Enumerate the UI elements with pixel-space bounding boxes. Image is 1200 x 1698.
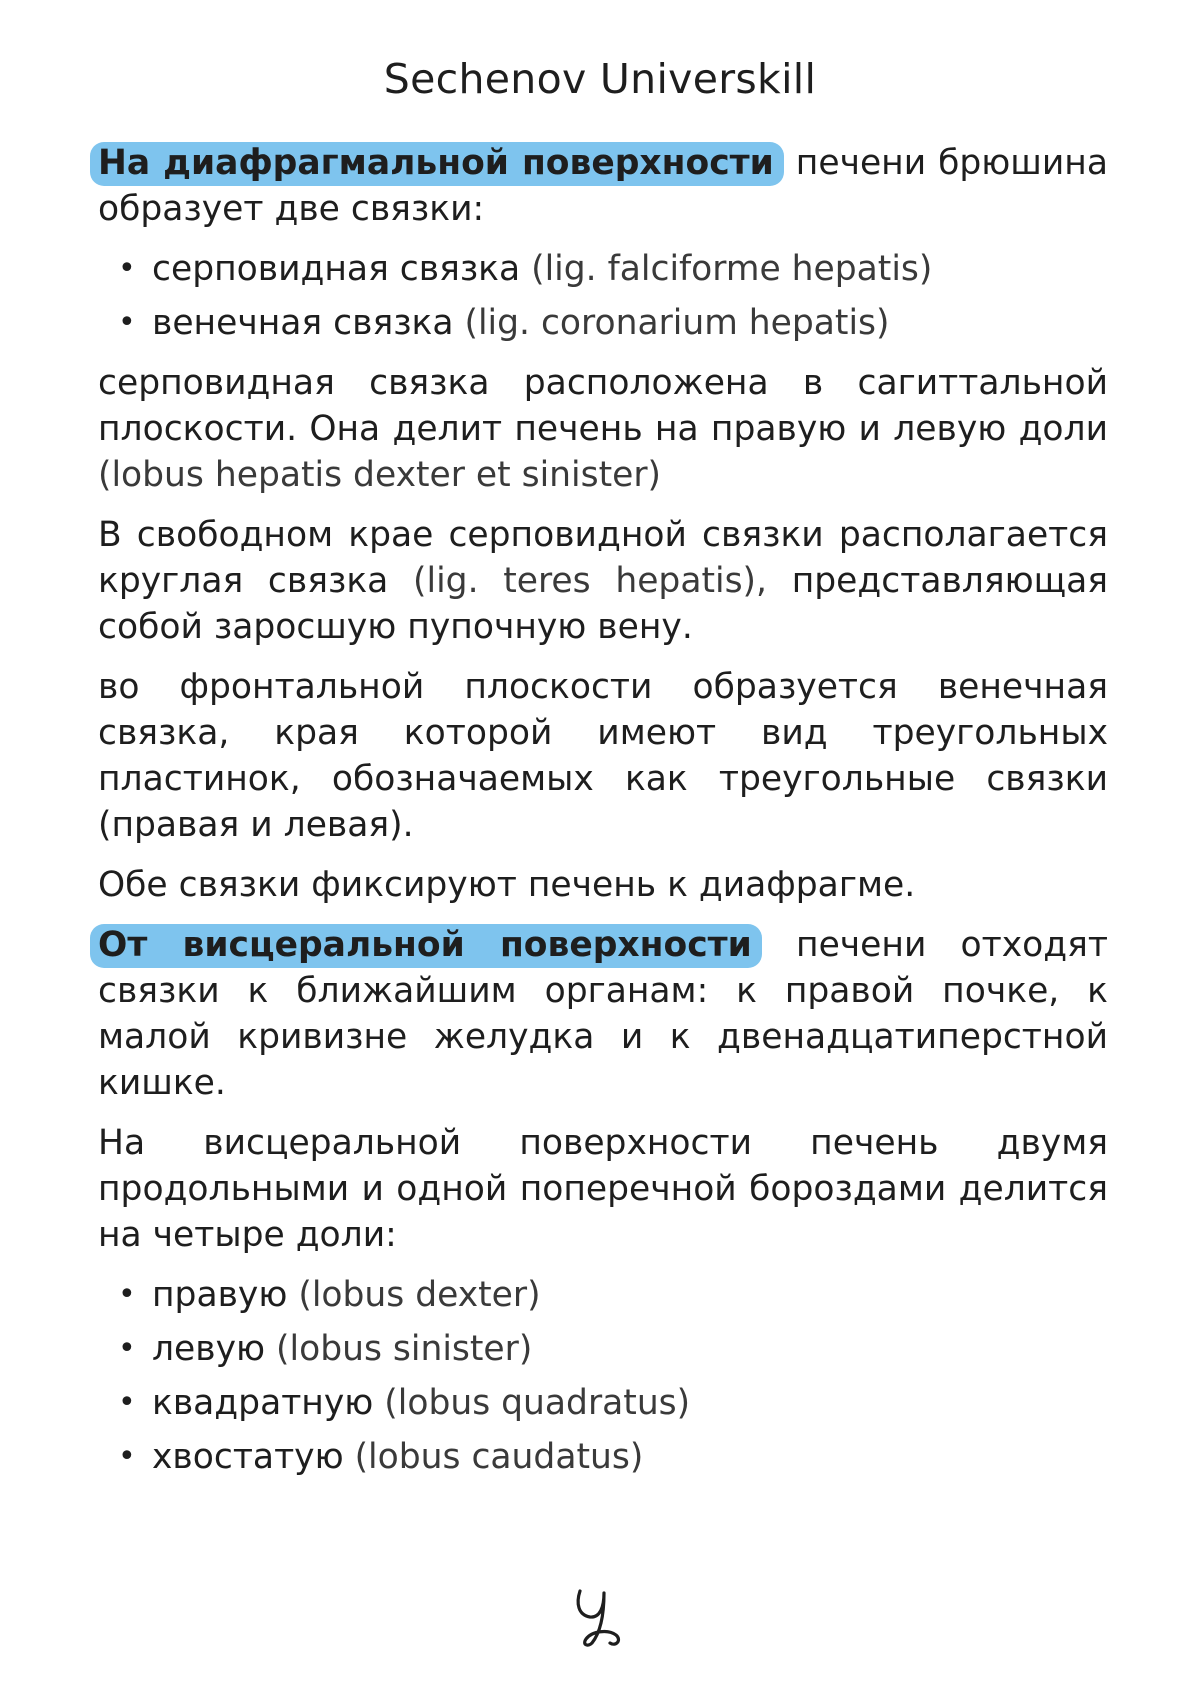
paragraph-falciform bbox=[98, 360, 1108, 498]
list-item-ru: квадратную bbox=[152, 1383, 374, 1423]
content-body bbox=[98, 140, 1108, 1494]
paragraph-coronary: во фронтальной плоскости образуется венечная связка, края которой имеют вид треугольных пластинок, обозначаемых как треугольные связки (правая и левая). bbox=[98, 667, 1108, 845]
bullet-icon: • bbox=[118, 1439, 136, 1474]
paragraph-text: представляющая собой заросшую пупочную вену. bbox=[98, 561, 1109, 647]
list-item-ru: хвостатую bbox=[152, 1437, 344, 1477]
universkill-logo-icon bbox=[570, 1585, 630, 1649]
bullet-icon: • bbox=[118, 305, 136, 340]
lobes-list bbox=[98, 1272, 1108, 1480]
list-item-latin: (lobus quadratus) bbox=[384, 1383, 691, 1423]
list-item-ru: венечная связка bbox=[152, 303, 454, 343]
bullet-icon: • bbox=[118, 1277, 136, 1312]
list-item-latin: (lig. falciforme hepatis) bbox=[531, 249, 933, 289]
bullet-icon: • bbox=[118, 1331, 136, 1366]
paragraph-latin: (lobus hepatis dexter et sinister) bbox=[98, 455, 661, 495]
list-item-ru: правую bbox=[152, 1275, 288, 1315]
list-item-latin: (lig. coronarium hepatis) bbox=[464, 303, 890, 343]
list-item bbox=[118, 300, 1108, 346]
list-item-latin: (lobus dexter) bbox=[298, 1275, 541, 1315]
page-title: Sechenov Universkill bbox=[383, 55, 817, 103]
list-item-latin: (lobus sinister) bbox=[276, 1329, 533, 1369]
paragraph-fixation: Обе связки фиксируют печень к диафрагме. bbox=[98, 865, 916, 905]
list-item-ru: серповидная связка bbox=[152, 249, 521, 289]
list-item bbox=[118, 246, 1108, 292]
highlight-diaphragmatic: На диафрагмальной поверхности bbox=[90, 142, 784, 186]
paragraph-text: серповидная связка расположена в сагиттальной плоскости. Она делит печень на правую и левую доли bbox=[98, 363, 1108, 449]
list-item-ru: левую bbox=[152, 1329, 266, 1369]
paragraph-latin: (lig. teres hepatis), bbox=[413, 561, 767, 601]
highlight-visceral: От висцеральной поверхности bbox=[90, 924, 762, 968]
list-item bbox=[118, 1326, 1108, 1372]
section2-intro bbox=[98, 922, 1108, 1106]
paragraph-text: В свободном крае серповидной связки располагается круглая связка bbox=[98, 515, 1108, 601]
list-item bbox=[118, 1380, 1108, 1426]
bullet-icon: • bbox=[118, 251, 136, 286]
bullet-icon: • bbox=[118, 1385, 136, 1420]
paragraph-lobes: На висцеральной поверхности печень двумя продольными и одной поперечной бороздами делится на четыре доли: bbox=[98, 1123, 1108, 1255]
list-item-latin: (lobus caudatus) bbox=[354, 1437, 644, 1477]
section2-intro-text: печени отходят связки к ближайшим органам: к правой почке, к малой кривизне желудка и к двенадцатиперстной кишке. bbox=[98, 925, 1108, 1103]
section1-intro-text: печени брюшина образует две связки: bbox=[98, 143, 1108, 229]
list-item bbox=[118, 1434, 1108, 1480]
ligaments-list bbox=[98, 246, 1108, 346]
list-item bbox=[118, 1272, 1108, 1318]
section1-intro bbox=[98, 140, 1108, 232]
paragraph-teres bbox=[98, 512, 1108, 650]
